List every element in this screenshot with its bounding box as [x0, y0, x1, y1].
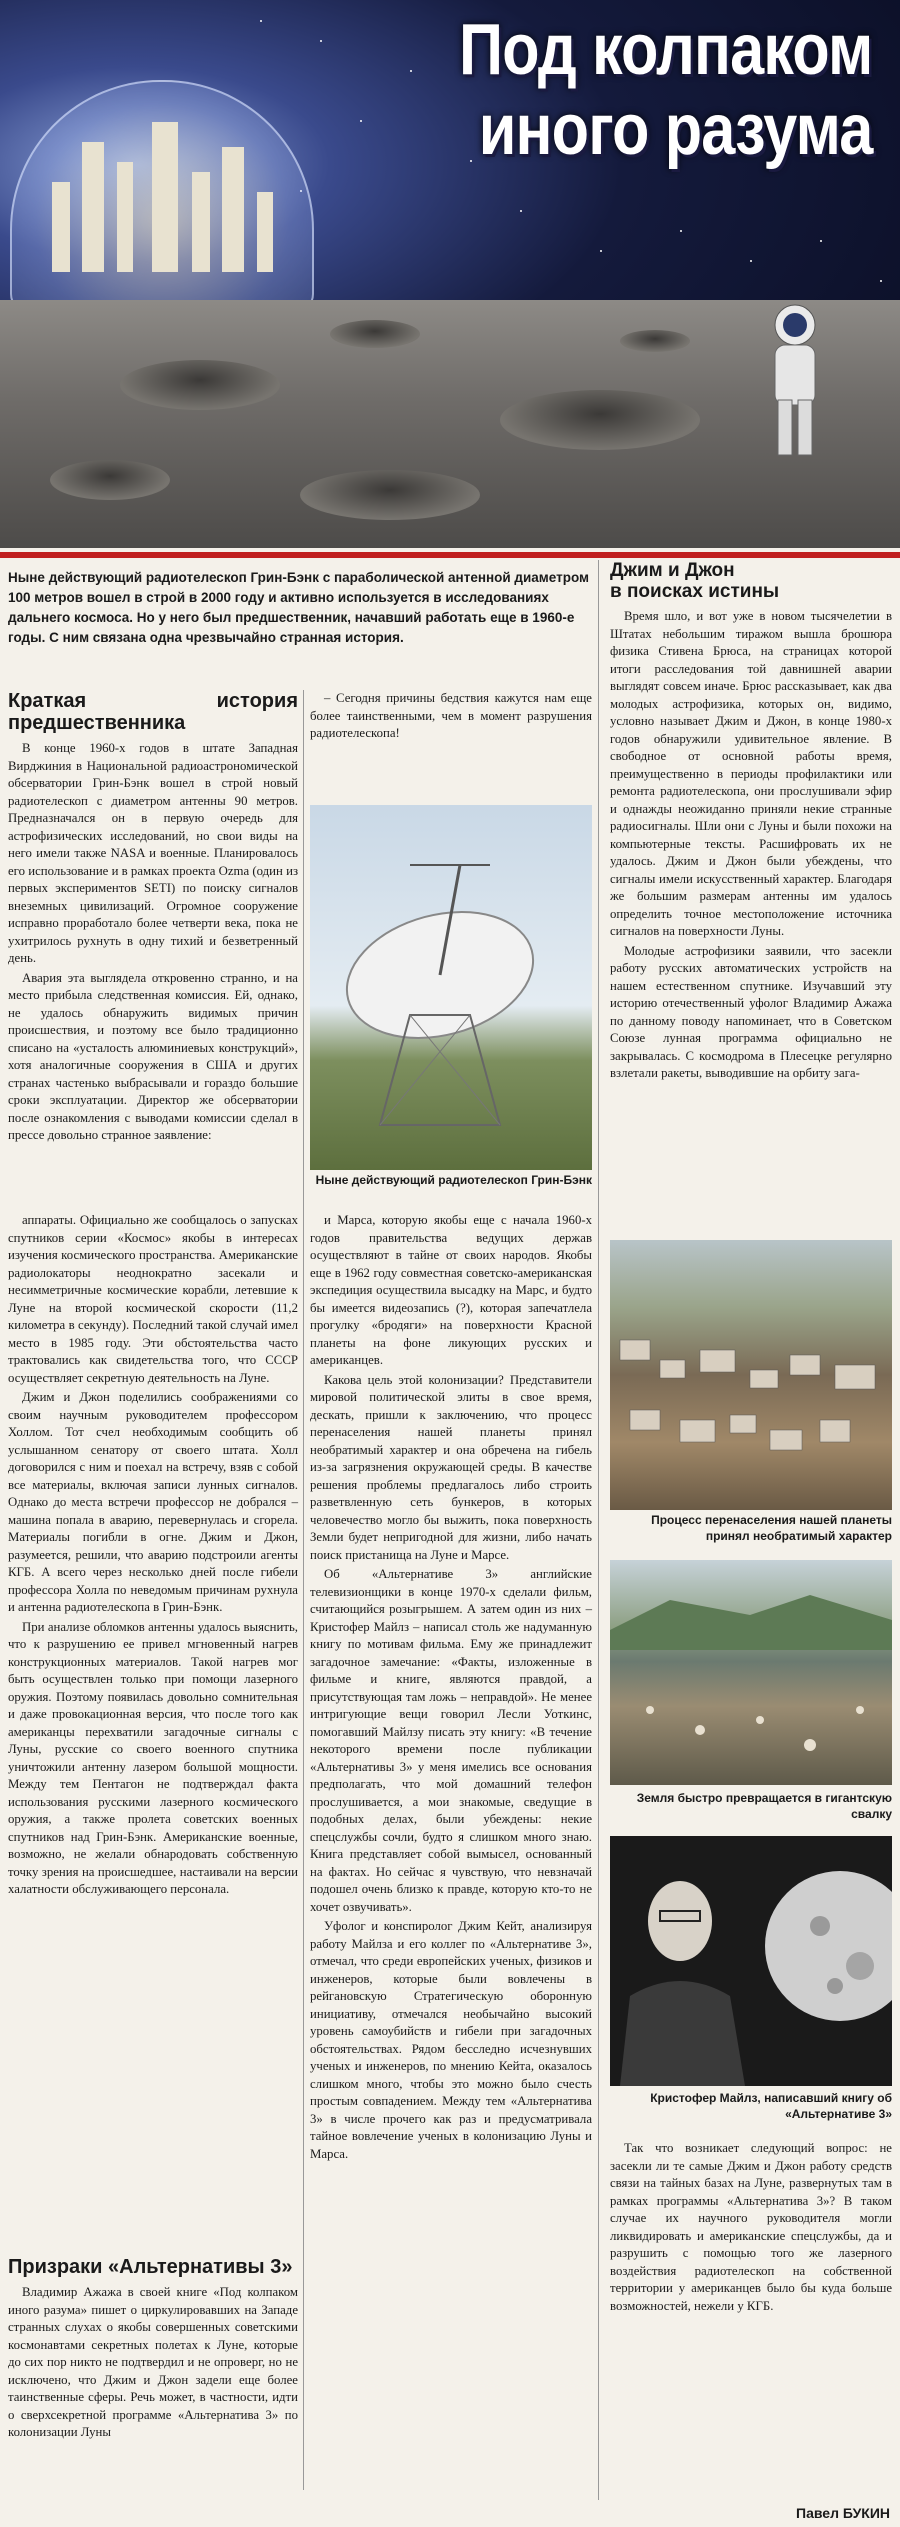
middle-paragraph: Уфолог и конспиролог Джим Кейт, анализируя работу Майлза и его коллег по «Альтернативе 3», отмечал, что среди европейских ученых, физиков и инженеров, которые были вовлечены в рейгановскую Стратегическую оборонную инициативу, отмечался необычайно высокий уровень самоубийств и гибели при загадочных обстоятельствах. Рядом бесследно исчезнувших ученых и инженеров, по мнению Кейта, оказалось слишком много, чтобы это можно было счесть простым совпадением. Между тем «Альтернатива 3» в числе прочего как раз и предусматривала тайное вовлечение ученых в колонизацию Луны и Марса.: [310, 1919, 592, 2161]
overpopulation-photo: [610, 1240, 892, 1510]
section2-column: [8, 2256, 298, 2444]
section1-column: [8, 690, 298, 1147]
section2-heading: Призраки «Альтернативы 3»: [8, 2256, 293, 2278]
moon-base-dome: [10, 80, 314, 314]
section1-paragraph: Авария эта выглядела откровенно странно, и на место прибыла следственная комиссия. Ей, однако, не удалось обнаружить видимых причин происшествия, и поэтому все было традиционно списано на «усталость алюминиевых конструкций», хотя аналогичные сооружения в США и других странах частенько выбрасывали и гораздо большие сроки эксплуатации. Директор же обсерватории после ознакомления с выводами комиссии сделал в прессе довольно странное заявление:: [8, 970, 298, 1142]
section1-heading: Краткая история предшественника: [8, 690, 298, 734]
middle-paragraph: Какова цель этой колонизации? Представители мировой политической элиты в свое время, дескать, пришли к заключению, что процесс перенаселения нашей планеты принял необратимый характер и она обречена на гибель из-за загрязнения окружающей среды. В качестве решения проблемы предлагалось либо строить разветвленную сеть бункеров, в которых человечество могло бы выжить, пока поверхность Земли будет непригодной для жизни, либо начать поиск пристанища на Луне и Марсе.: [310, 1372, 592, 1562]
middle-paragraph: и Марса, которую якобы еще с начала 1960-х годов правительства ведущих держав осуществляют в тайне от своих народов. Якобы еще в 1962 году совместная советско-американская экспедиция осуществила высадку на Марс, и будто бы имеется видеозапись (?), которая запечатлела прогулку «бродяги» на поверхности Красной планеты на фоне ликующих русских и американцев.: [310, 1213, 592, 1367]
overpopulation-caption: Процесс перенаселения нашей планеты принял необратимый характер: [651, 1513, 892, 1543]
section1-quote-column: [310, 690, 592, 745]
author-portrait-caption: Кристофер Майлз, написавший книгу об «Альтернативе 3»: [650, 2091, 892, 2121]
landfill-caption: Земля быстро превращается в гигантскую свалку: [636, 1791, 892, 1821]
radiotelescope-photo: [310, 805, 592, 1170]
section1b-paragraph: Джим и Джон поделились соображениями со своим научным руководителем профессором Холлом. Тот счел необходимым сообщить об услышанном сенатору от своего штата. Холл договорился с ним и поехал на встречу, взяв с собой все материалы, включая записи лунных сигналов. Однако до места встречи профессор не добрался – машина попала в аварию, перевернулась и сгорела. Материалы погибли в огне. Джим и Джон, разумеется, решили, что аварию подстроили агенты КГБ. А всего через несколько дней после гибели профессора Холла по неведомым причинам рухнула и антенна радиотелескопа в Грин-Бэнк.: [8, 1390, 298, 1614]
lede-paragraph: Ныне действующий радиотелескоп Грин-Бэнк с параболической антенной диаметром 100 метров вошел в строй в 2000 году и активно используется в исследованиях дальнего космоса. Но у него был предшественник, начавший работать еще в 1960-е годы. С ним связана одна чрезвычайно странная история.: [8, 570, 590, 645]
section1-quote: – Сегодня причины бедствия кажутся нам еще более таинственными, чем в момент разрушения радиотелескопа!: [310, 691, 592, 740]
section3-paragraph: Время шло, и вот уже в новом тысячелетии в Штатах небольшим тиражом вышла брошюра физика Стивена Брюса, на страницах которой итоги расследования той давнишней аварии выглядят совсем иначе. Брюс рассказывает, как два молодых астрофизика, которых он, видимо, условно называет Джим и Джон, в конце 1980-х годов обнаружили удивительное явление. В свободное от основной работы время, преимущественно в периоды профилактики или ремонта радиотелескопа, они прослушивали эфир и однажды неожиданно приняли некие странные радиосигналы. Шли они с Луны и были похожи на компьютерные тексты. Расшифровать их не удалось. Джим и Джон были убеждены, что сигналы имели искусственный характер. Благодаря же большим размерам антенны им удалось определить точное местоположение источника сигналов на поверхности Луны.: [610, 609, 892, 938]
section1b-paragraph: При анализе обломков антенны удалось выяснить, что к разрушению ее привел мгновенный нагрев конструкционных материалов. Такой нагрев мог быть осуществлен только при помощи лазерного оружия. Поэтому появилась довольно сомнительная и даже провокационная версия, что после того как американцы перехватили загадочные сигналы с Луны, русские со своего военного спутника уничтожили антенну лазером большой мощности. Между тем Пентагон не подтверждал факта использования русскими лазерного космического оружия, а также пролета советских военных спутников над Грин-Бэнк. Американские военные, возможно, не желали обнародовать собственную точку зрения на происшедшее, настаивали на версии халатности обслуживающего персонала.: [8, 1619, 298, 1896]
section1-paragraph: В конце 1960-х годов в штате Западная Вирджиния в Национальной радиоастрономической обсерватории Грин-Бэнк вошел в строй новый радиотелескоп с диаметром антенны 90 метров. Предназначался он в первую очередь для астрофизических исследований, но свои виды на него имели также NASA и военные. Планировалось его использование и в рамках проекта Ozma (один из первых экспериментов SETI) по поиску сигналов внеземных цивилизаций. Огромное сооружение исправно проработало более четверти века, пока не ухитрилось рухнуть в одну тихий и безветренный день.: [8, 741, 298, 965]
hero-illustration: [0, 0, 900, 548]
section1b-paragraph: аппараты. Официально же сообщалось о запусках спутников серии «Космос» якобы в интересах изучения космического пространства. Американские радиолокаторы неоднократно засекали и несимметричные космические корабли, летевшие к Луне на второй космической скорости (11,2 километра в секунду). Последний такой случай имел место в 1985 году. Эти обстоятельства часто трактовались как свидетельства того, что СССР осуществляет секретную деятельность на Луне.: [8, 1213, 298, 1385]
author-byline: Павел БУКИН: [796, 2505, 890, 2521]
page-title: Под колпаком иного разума: [458, 10, 872, 170]
final-column: [610, 2140, 892, 2317]
section3-heading: Джим и Джон в поисках истины: [610, 560, 780, 602]
section3-column: [610, 560, 892, 1085]
middle-paragraph: Об «Альтернативе 3» английские телевизионщики в конце 1970-х сделали фильм, считающийся розыгрышем. А затем один из них – Кристофер Майлз – написал столь же надуманную книгу по мотивам фильма. Ему же принадлежит загадочное замечание: «Факты, изложенные в фильме и книге, являются правдой, а присутствующая там ложь – неправдой». Не менее интригующие вещи говорил Лесли Уоткинс, помогавший Майлзу писать эту книгу: «В течение некоторого времени после публикации «Альтернативы 3» у меня имелись все основания предполагать, что мой домашний телефон прослушивается, а мои знакомые, сведущие в подобных делах, были убеждены: некие спецслужбы сочли, будто я слишком много знаю. Книга представляет собой вымысел, основанный на фактах. Но сейчас я чувствую, что невзначай подошел очень близко к правде, которую кто-то не хочет озвучивать».: [310, 1567, 592, 1914]
final-paragraph: Так что возникает следующий вопрос: не засекли ли те самые Джим и Джон работу средств связи на тайных базах на Луне, развернутых там в рамках программы «Альтернатива 3»? В таком случае их научного руководителя могли ликвидировать и американские спецслужбы, да и разрушить с помощью того же лазерного воздействия радиотелескоп на собственной территории у американцев было бы куда больше возможностей, нежели у КГБ.: [610, 2141, 892, 2313]
middle-column: [310, 1212, 592, 2165]
section1b-column: [8, 1212, 298, 1901]
section3-paragraph: Молодые астрофизики заявили, что засекли работу русских автоматических устройств на нашем естественном спутнике. Изучавший эту историю отечественный уфолог Владимир Ажажа по данному поводу напоминает, что в Советском Союзе лунная программа официально не закрывалась. С космодрома в Плесецке регулярно взлетали ракеты, выводившие на орбиту зага-: [610, 943, 892, 1080]
section2-paragraph: Владимир Ажажа в своей книге «Под колпаком иного разума» пишет о циркулировавших на Западе странных слухах о якобы совершенных советскими космонавтами секретных полетах к Луне, которые до сих пор никто не подтвердил и не опроверг, но не исключено, что Джим и Джон задели еще более таинственные сферы. Речь может, в частности, идти о сверхсекретной программе «Альтернатива 3» по колонизации Луны: [8, 2285, 298, 2439]
astronaut-figure: [760, 300, 830, 470]
radiotelescope-caption: Ныне действующий радиотелескоп Грин-Бэнк: [315, 1173, 592, 1187]
red-divider: [0, 552, 900, 558]
column-divider: [303, 690, 304, 2490]
landfill-photo: [610, 1560, 892, 1785]
column-divider: [598, 560, 599, 2500]
author-portrait-photo: [610, 1836, 892, 2086]
